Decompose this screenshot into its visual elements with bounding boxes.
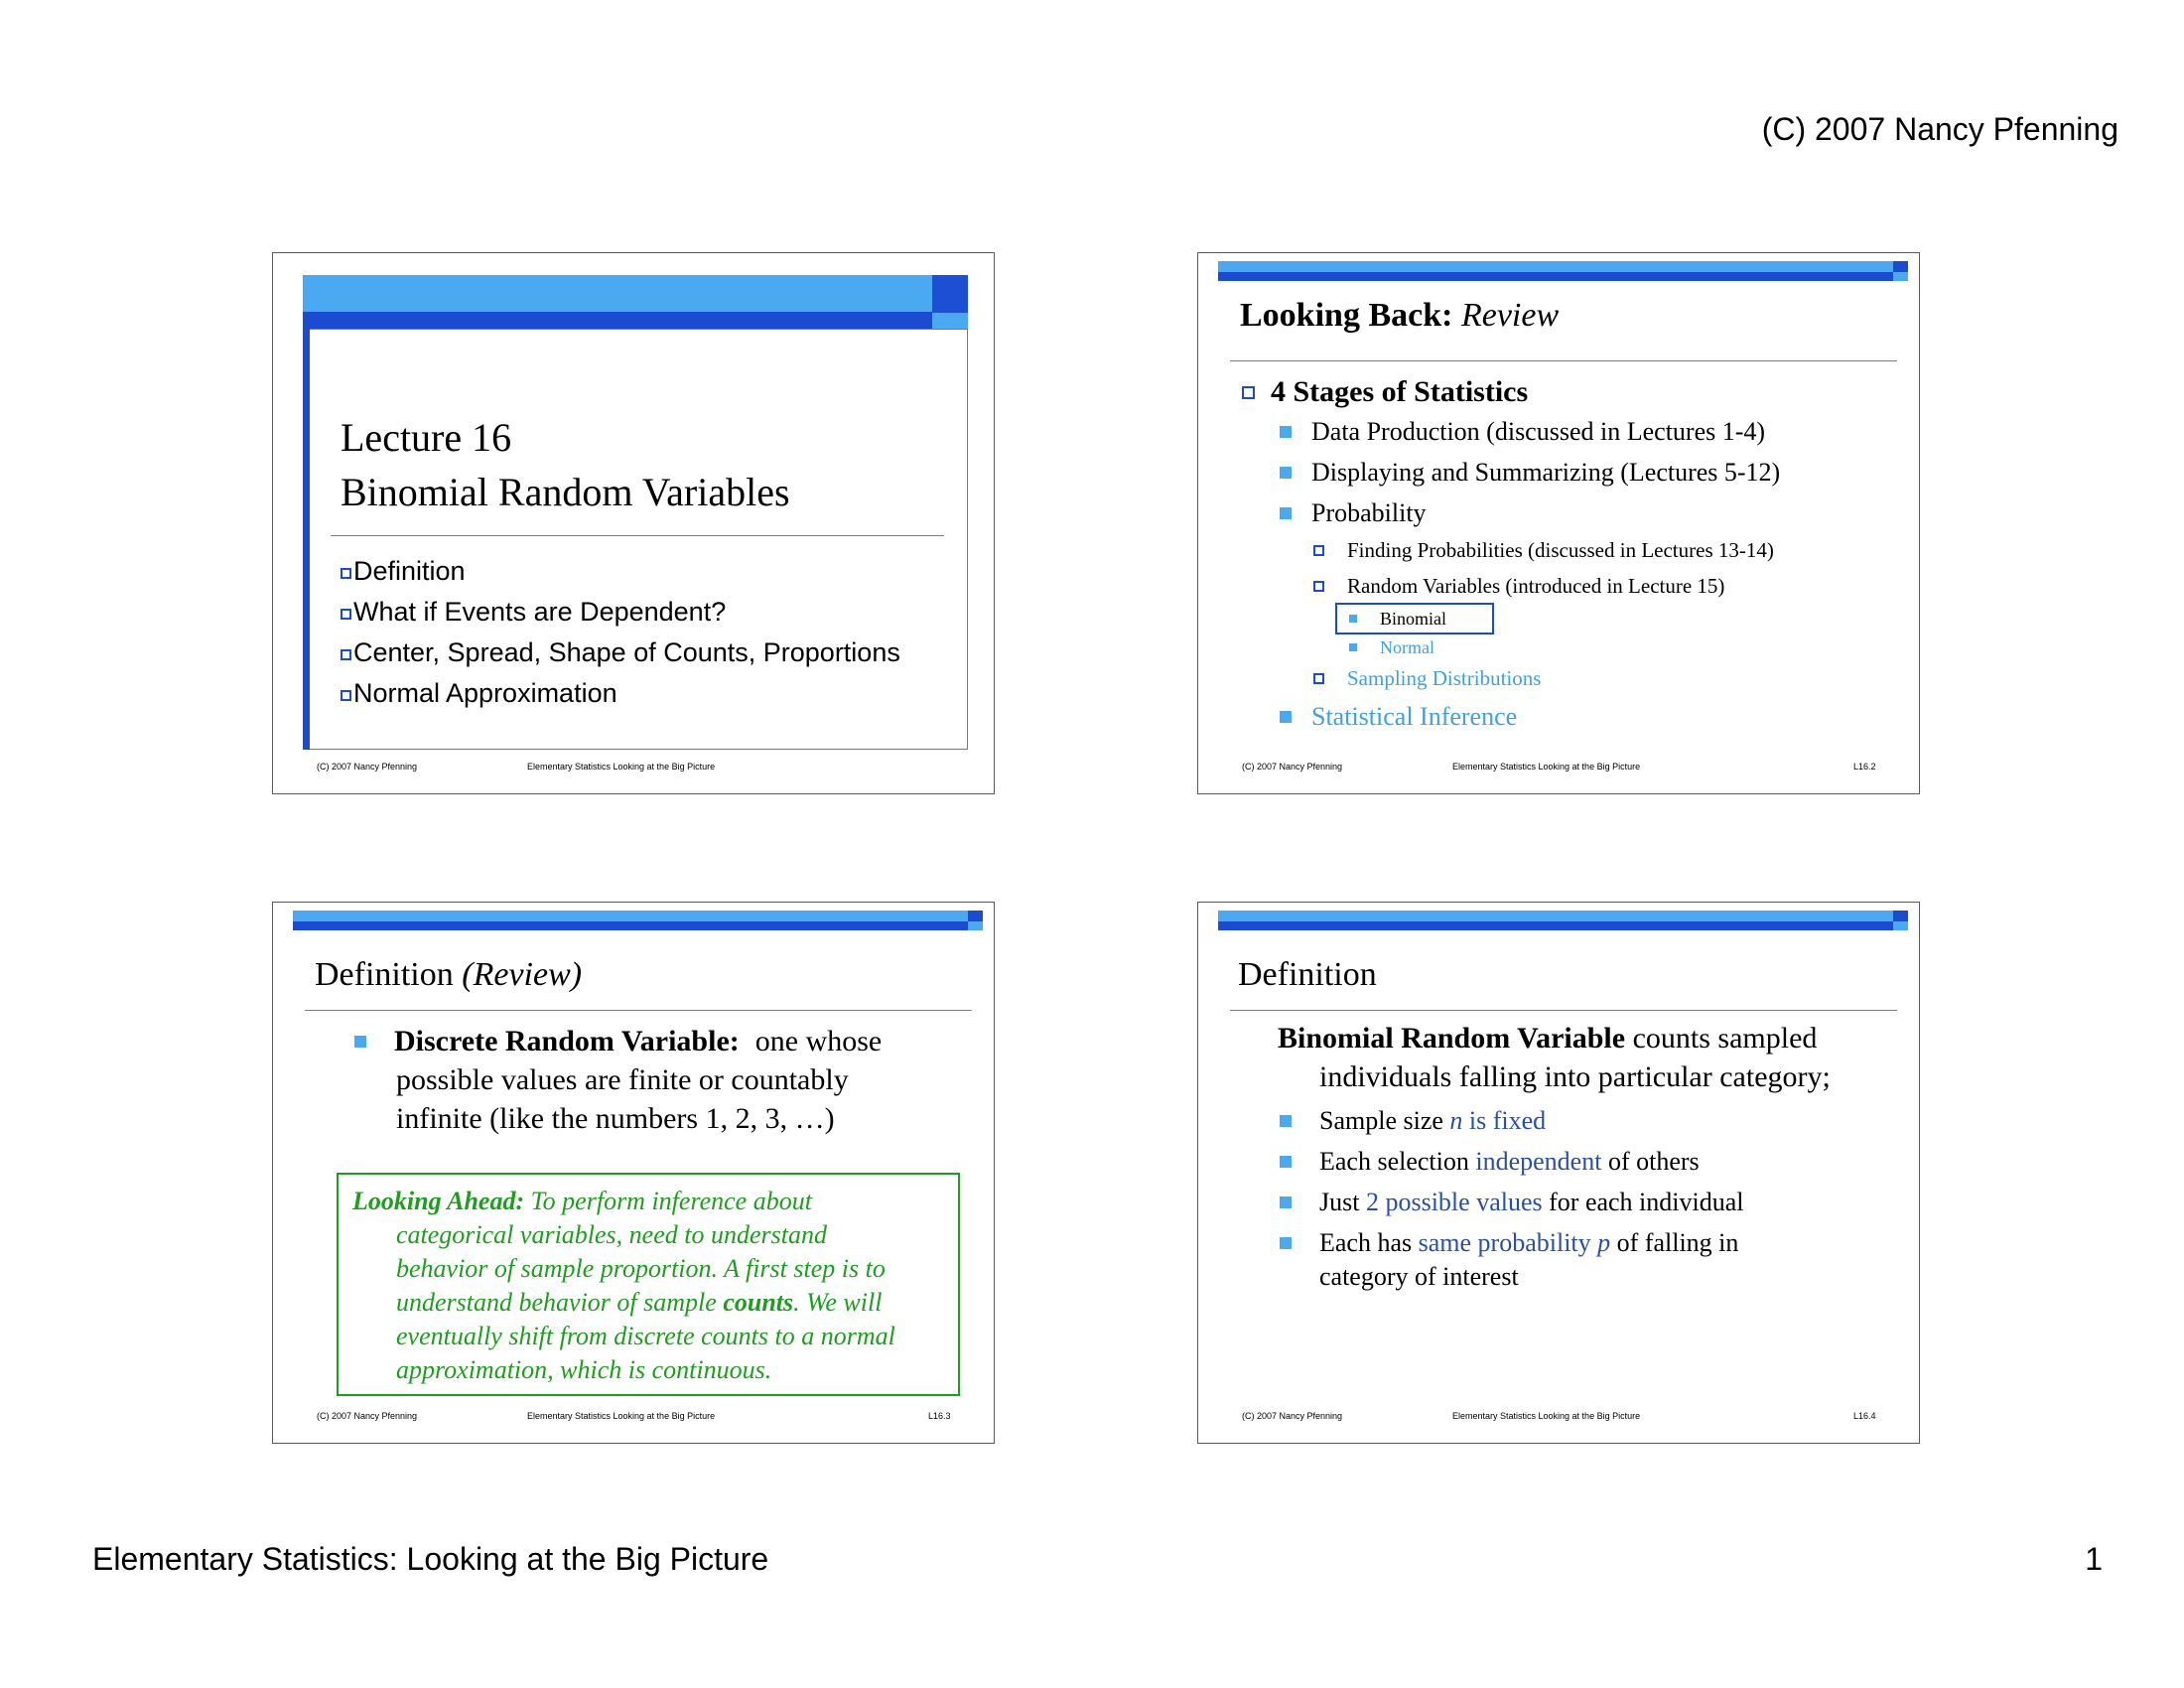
corner-square-light <box>1893 921 1908 930</box>
square-bullet-icon <box>1280 1115 1292 1127</box>
property-text: Each has <box>1319 1228 1413 1257</box>
hollow-square-bullet-icon <box>1242 386 1255 399</box>
heading-text: 4 Stages of Statistics <box>1271 375 1529 408</box>
property-text: Sample size <box>1319 1106 1443 1135</box>
property-item <box>1280 1185 1744 1220</box>
corner-square-light <box>1893 272 1908 281</box>
term: Discrete Random Variable: <box>394 1025 740 1057</box>
outline-item-label: Normal Approximation <box>353 678 617 708</box>
slide-number: L16.2 <box>1853 762 1876 772</box>
outline-item-label: Definition <box>353 556 466 586</box>
title-line-2: Binomial Random Variables <box>341 470 790 514</box>
sub-sub-item-label: Binomial <box>1380 608 1446 629</box>
page-footer-title: Elementary Statistics: Looking at the Big Picture <box>92 1541 769 1577</box>
definition-bullet <box>354 1023 882 1060</box>
ahead-line: eventually shift from discrete counts to a normal <box>396 1322 895 1350</box>
list-item <box>1280 414 1765 450</box>
slide-2-review <box>1197 252 1920 794</box>
slide-number: L16.4 <box>1853 1411 1876 1421</box>
page-header: (C) 2007 Nancy Pfenning <box>1761 111 2118 147</box>
ahead-label: Looking Ahead: <box>352 1187 525 1215</box>
definition-text: counts sampled <box>1632 1022 1818 1055</box>
corner-square-dark <box>1893 911 1908 921</box>
property-text: for each individual <box>1549 1188 1744 1216</box>
sub-item <box>1313 535 1774 565</box>
hollow-square-bullet-icon <box>341 690 351 701</box>
slide-footer-copyright: (C) 2007 Nancy Pfenning <box>317 1411 418 1421</box>
list-item <box>1280 495 1427 531</box>
list-item-label: Data Production (discussed in Lectures 1-4) <box>1311 417 1766 446</box>
title-left-bar <box>303 329 310 750</box>
property-emphasis: 2 possible values <box>1365 1188 1543 1216</box>
outline-list <box>341 551 900 714</box>
title-top-bar <box>303 275 932 313</box>
slide-footer-course: Elementary Statistics Looking at the Big Picture <box>527 1411 716 1421</box>
outline-item <box>341 633 900 673</box>
slide-title <box>315 956 582 994</box>
outline-item-label: Center, Spread, Shape of Counts, Proportions <box>353 637 900 667</box>
hollow-square-bullet-icon <box>1313 673 1324 684</box>
slide-footer-course: Elementary Statistics Looking at the Big Picture <box>527 762 716 772</box>
property-text: of falling in <box>1616 1228 1739 1257</box>
ahead-text: . We will <box>793 1288 883 1317</box>
slide-footer-course: Elementary Statistics Looking at the Big Picture <box>1452 762 1641 772</box>
slide-footer-course: Elementary Statistics Looking at the Big Picture <box>1452 1411 1641 1421</box>
hollow-square-bullet-icon <box>341 649 351 660</box>
slide-title <box>1240 297 1559 335</box>
heading-bullet <box>1242 372 1528 412</box>
sub-item-label: Random Variables (introduced in Lecture 15) <box>1347 573 1725 598</box>
slide-footer-copyright: (C) 2007 Nancy Pfenning <box>1242 1411 1343 1421</box>
page-number: 1 <box>2085 1541 2103 1577</box>
corner-square-dark <box>1893 261 1908 272</box>
divider <box>331 535 944 536</box>
slide-title <box>341 410 790 519</box>
square-bullet-icon <box>1280 507 1292 519</box>
square-bullet-icon <box>1280 426 1292 438</box>
title-text: Definition <box>315 956 454 993</box>
ahead-text: To perform inference about <box>530 1187 812 1215</box>
ahead-text: understand behavior of sample <box>396 1288 717 1317</box>
definition-line <box>1278 1022 1817 1055</box>
slide-footer-copyright: (C) 2007 Nancy Pfenning <box>317 762 418 772</box>
divider <box>1230 360 1897 361</box>
hollow-square-bullet-icon <box>1313 545 1324 556</box>
sub-sub-item <box>1349 606 1446 632</box>
ahead-line: categorical variables, need to understand <box>396 1220 827 1249</box>
slide-footer-copyright: (C) 2007 Nancy Pfenning <box>1242 762 1343 772</box>
header-bar <box>1218 911 1893 930</box>
property-continuation: category of interest <box>1319 1262 1519 1291</box>
title-italic: (Review) <box>462 956 583 993</box>
sub-sub-item-label: Normal <box>1380 636 1434 657</box>
list-item <box>1280 455 1780 491</box>
square-bullet-icon <box>1280 1156 1292 1168</box>
outline-item <box>341 592 900 633</box>
square-bullet-icon <box>1349 615 1357 623</box>
sub-item <box>1313 571 1724 601</box>
title-line-1: Lecture 16 <box>341 415 512 460</box>
outline-item <box>341 673 900 714</box>
definition-text: one whose <box>754 1025 883 1057</box>
square-bullet-icon <box>1280 1196 1292 1208</box>
sub-sub-item <box>1349 634 1434 660</box>
definition-line: individuals falling into particular category; <box>1319 1060 1831 1093</box>
property-item <box>1280 1144 1700 1180</box>
ahead-line <box>352 1187 812 1216</box>
list-item-label: Probability <box>1311 498 1427 527</box>
property-emphasis: is fixed <box>1468 1106 1547 1135</box>
corner-square-dark <box>968 911 983 921</box>
property-text: Just <box>1319 1188 1360 1216</box>
square-bullet-icon <box>354 1036 366 1048</box>
property-text: Each selection <box>1319 1147 1469 1176</box>
slide-4-definition <box>1197 902 1920 1444</box>
header-bar <box>293 911 968 930</box>
sub-item <box>1313 663 1541 693</box>
title-text: Looking Back: <box>1240 297 1453 334</box>
property-emphasis: independent <box>1475 1147 1602 1176</box>
ahead-line <box>396 1288 882 1318</box>
sub-item-label: Finding Probabilities (discussed in Lectures 13-14) <box>1347 537 1774 562</box>
slide-title: Definition <box>1238 956 1377 993</box>
property-item <box>1280 1103 1546 1139</box>
outline-item-label: What if Events are Dependent? <box>353 597 727 627</box>
hollow-square-bullet-icon <box>341 609 351 620</box>
sub-item-label: Sampling Distributions <box>1347 665 1542 690</box>
definition-line: infinite (like the numbers 1, 2, 3, …) <box>396 1102 835 1135</box>
list-item-label: Displaying and Summarizing (Lectures 5-12) <box>1311 458 1781 487</box>
header-bar <box>1218 261 1893 281</box>
corner-square-light <box>968 921 983 930</box>
divider <box>305 1010 972 1011</box>
slide-1-title <box>272 252 995 794</box>
property-emphasis: same probability <box>1418 1228 1591 1257</box>
ahead-emphasis: counts <box>723 1288 794 1317</box>
slide-3-definition-review <box>272 902 995 1444</box>
property-item <box>1280 1225 1738 1261</box>
definition-line: possible values are finite or countably <box>396 1063 849 1096</box>
divider <box>1230 1010 1897 1011</box>
variable-n: n <box>1449 1106 1463 1135</box>
list-item <box>1280 699 1517 735</box>
square-bullet-icon <box>1280 467 1292 479</box>
list-item-label: Statistical Inference <box>1311 702 1518 731</box>
ahead-line: approximation, which is continuous. <box>396 1355 772 1384</box>
slide-number: L16.3 <box>928 1411 951 1421</box>
title-italic: Review <box>1460 297 1560 334</box>
hollow-square-bullet-icon <box>341 568 351 579</box>
outline-item <box>341 551 900 592</box>
term: Binomial Random Variable <box>1278 1022 1626 1055</box>
square-bullet-icon <box>1280 711 1292 723</box>
property-text: of others <box>1607 1147 1700 1176</box>
title-dark-bar <box>303 312 932 329</box>
corner-square-light <box>932 313 968 329</box>
ahead-line: behavior of sample proportion. A first step is to <box>396 1254 886 1283</box>
corner-square-dark <box>932 275 968 313</box>
hollow-square-bullet-icon <box>1313 581 1324 592</box>
square-bullet-icon <box>1349 643 1357 651</box>
square-bullet-icon <box>1280 1237 1292 1249</box>
variable-p: p <box>1597 1228 1611 1257</box>
